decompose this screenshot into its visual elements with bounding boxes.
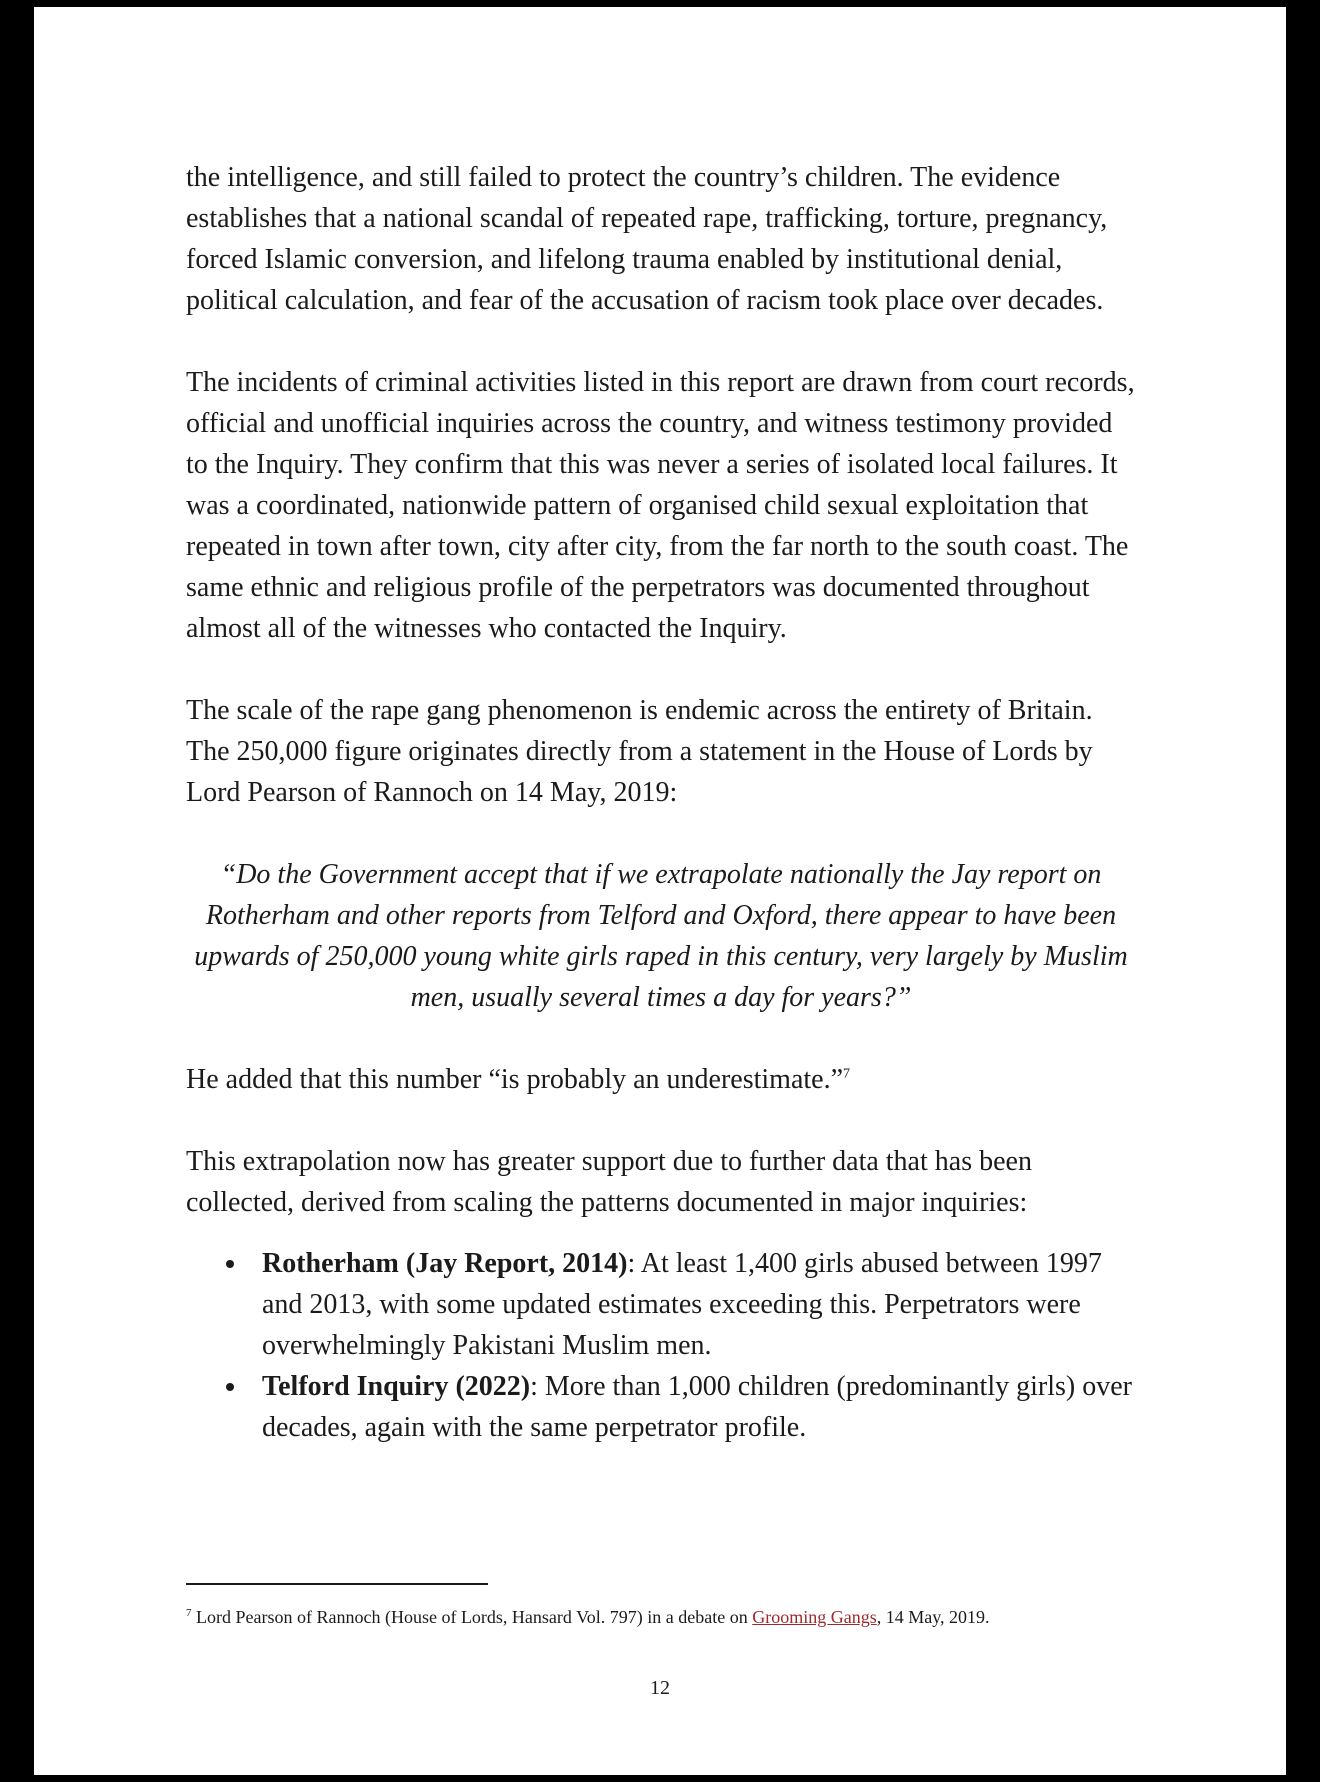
- inquiry-list: [186, 1243, 1136, 1448]
- body-paragraph: This extrapolation now has greater support due to further data that has been collected, derived from scaling the patterns documented in major inquiries:: [186, 1146, 1032, 1218]
- body-paragraph: the intelligence, and still failed to protect the country’s children. The evidence establishes that a national scandal of repeated rape, trafficking, torture, pregnancy, forced Islamic conversion, and lifelong trauma enabled by institutional denial, political calculation, and fear of the accusation of racism took place over decades.: [186, 162, 1108, 316]
- footnote-text: Lord Pearson of Rannoch (House of Lords, Hansard Vol. 797) in a debate on: [191, 1607, 753, 1627]
- bullet-icon: [226, 1383, 234, 1391]
- quote-open-mark: “: [220, 859, 237, 890]
- list-item-text: : At least 1,400 girls abused between 1997 and 2013, with some updated estimates exceeding this. Perpetrators were overwhelmingly Pakistani Muslim men.: [262, 1248, 1102, 1361]
- bullet-icon: [226, 1260, 234, 1268]
- grooming-gangs-link[interactable]: Grooming Gangs: [752, 1607, 877, 1627]
- list-item: [262, 1243, 1136, 1366]
- footnote-text-end: , 14 May, 2019.: [876, 1607, 990, 1627]
- block-quote: [186, 854, 1136, 1018]
- footnote: [186, 1605, 1146, 1629]
- list-item-heading: Rotherham (Jay Report, 2014): [262, 1248, 628, 1279]
- body-paragraph: The scale of the rape gang phenomenon is endemic across the entirety of Britain. The 250,000 figure originates directly from a statement in the House of Lords by Lord Pearson of Rannoch on 14 May, 2019:: [186, 695, 1093, 808]
- document-page: [34, 7, 1286, 1775]
- body-paragraph: [186, 1059, 1136, 1100]
- footnote-divider: [186, 1583, 488, 1585]
- page-number: 12: [650, 1677, 670, 1699]
- paragraph-text: He added that this number “is probably an underestimate.”: [186, 1064, 844, 1095]
- quote-text: Do the Government accept that if we extrapolate nationally the Jay report on Rotherham and other reports from Telford and Oxford, there appear to have been upwards of 250,000 young white girls raped in this century, very largely by Muslim men, usually several times a day for years?: [194, 859, 1128, 1013]
- page-body: [186, 157, 1136, 1448]
- footnote-number: 7: [186, 1607, 192, 1619]
- body-paragraph: The incidents of criminal activities listed in this report are drawn from court records, official and unofficial inquiries across the country, and witness testimony provided to the Inquiry. They confirm that this was never a series of isolated local failures. It was a coordinated, nationwide pattern of organised child sexual exploitation that repeated in town after town, city after city, from the far north to the south coast. The same ethnic and religious profile of the perpetrators was documented throughout almost all of the witnesses who contacted the Inquiry.: [186, 367, 1135, 644]
- list-item-heading: Telford Inquiry (2022): [262, 1371, 531, 1402]
- list-item: [262, 1366, 1136, 1448]
- footnote-reference[interactable]: 7: [843, 1066, 851, 1082]
- list-item-text: : More than 1,000 children (predominantly girls) over decades, again with the same perpetrator profile.: [262, 1371, 1132, 1443]
- quote-close-mark: ”: [895, 982, 912, 1013]
